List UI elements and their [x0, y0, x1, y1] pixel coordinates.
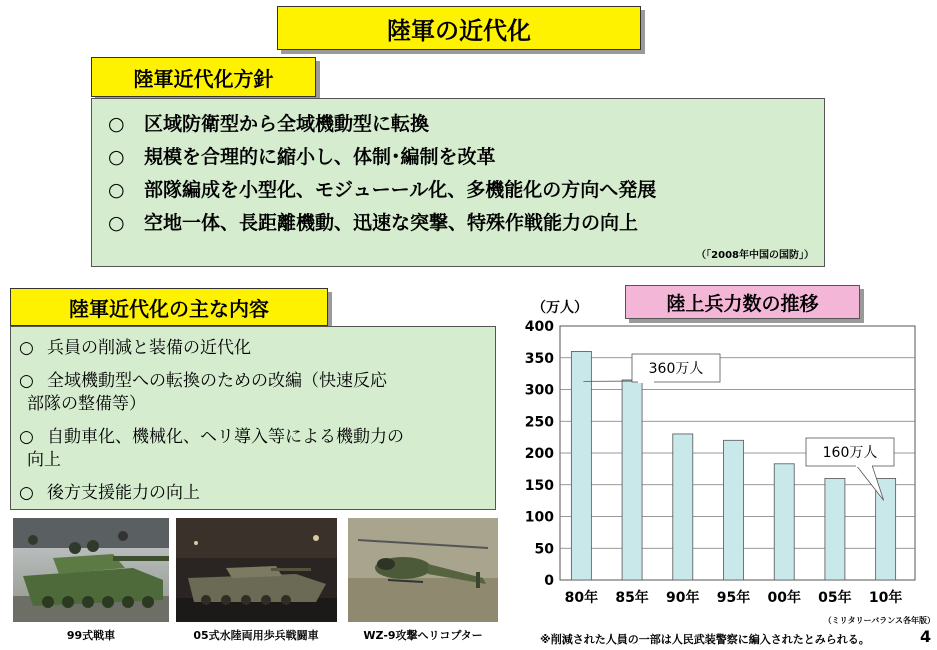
policy-item	[108, 142, 496, 169]
content-item-text: 兵員の削減と装備の近代化	[47, 338, 251, 358]
y-tick-label: 300	[524, 382, 554, 399]
bullet-icon: ○	[108, 179, 125, 201]
content-item	[19, 426, 404, 472]
page-number: 4	[920, 627, 932, 646]
bar	[622, 380, 642, 580]
callout-label: 160万人	[822, 445, 878, 461]
content-item	[19, 370, 387, 416]
chart-source: （ミリタリーバランス各年版）	[823, 616, 935, 625]
bullet-icon: ○	[19, 338, 34, 358]
policy-item-text: 規模を合理的に縮小し、体制･編制を改革	[144, 146, 496, 168]
page-title	[277, 6, 641, 50]
policy-item	[108, 109, 429, 136]
x-tick-label: 85年	[615, 590, 649, 606]
content-item-text: 自動車化、機械化、ヘリ導入等による機動力の	[47, 427, 404, 447]
content-item-text: 全域機動型への転換のための改編（快速反応	[47, 371, 387, 391]
bar	[673, 434, 693, 580]
contents-box	[10, 326, 496, 510]
bar	[774, 464, 794, 580]
bullet-icon: ○	[108, 113, 125, 135]
x-tick-label: 00年	[767, 590, 801, 606]
chart-title-text: 陸上兵力数の推移	[666, 292, 819, 315]
x-tick-label: 95年	[716, 590, 751, 606]
policy-heading-text: 陸軍近代化方針	[133, 66, 274, 91]
policy-source: （｢2008年中国の国防｣）	[696, 250, 814, 261]
y-tick-label: 0	[544, 573, 554, 589]
chart-y-axis-label: （万人）	[532, 300, 588, 316]
amphibious-vehicle-photo	[176, 518, 337, 622]
attack-helicopter-photo	[348, 518, 498, 622]
policy-item-text: 部隊編成を小型化、モジューール化、多機能化の方向へ発展	[144, 179, 657, 201]
callout-label: 360万人	[648, 361, 704, 377]
contents-heading	[10, 288, 328, 326]
y-tick-label: 250	[524, 414, 554, 431]
y-tick-label: 50	[534, 541, 554, 558]
content-item	[19, 337, 251, 360]
tank-photo	[13, 518, 169, 622]
y-tick-label: 350	[524, 350, 554, 367]
policy-item	[108, 208, 638, 235]
content-item-continuation: 向上	[27, 450, 61, 470]
bullet-icon: ○	[19, 427, 34, 447]
y-tick-label: 400	[524, 319, 554, 335]
chart-x-ticks	[565, 589, 903, 606]
y-tick-label: 200	[524, 446, 554, 462]
bar	[571, 351, 591, 580]
policy-heading	[91, 57, 316, 97]
x-tick-label: 90年	[666, 590, 700, 606]
policy-box	[91, 98, 825, 267]
footnote: ※削減された人員の一部は人民武装警察に編入されたとみられる。	[540, 633, 870, 646]
bullet-icon: ○	[108, 212, 125, 234]
policy-item-text: 区域防衛型から全域機動型に転換	[144, 113, 430, 135]
bar	[825, 478, 845, 580]
content-item	[19, 482, 200, 505]
y-tick-label: 150	[524, 477, 554, 494]
photo-caption: WZ-9攻撃ヘリコプター	[363, 629, 483, 642]
content-item-continuation: 部隊の整備等）	[27, 394, 146, 414]
page-title-text: 陸軍の近代化	[387, 16, 531, 45]
photo-caption: 99式戦車	[66, 629, 116, 642]
x-tick-label: 80年	[564, 590, 599, 606]
content-item-text: 後方支援能力の向上	[47, 483, 200, 503]
contents-heading-text: 陸軍近代化の主な内容	[69, 296, 269, 321]
x-tick-label: 10年	[868, 590, 903, 606]
policy-item	[108, 175, 656, 202]
bullet-icon: ○	[108, 146, 125, 168]
photo-caption: 05式水陸両用歩兵戦闘車	[193, 629, 319, 642]
y-tick-label: 100	[524, 509, 554, 526]
policy-item-text: 空地一体、長距離機動、迅速な突撃、特殊作戦能力の向上	[144, 212, 639, 234]
troop-strength-chart	[510, 290, 937, 630]
x-tick-label: 05年	[818, 590, 852, 606]
bar	[724, 440, 744, 580]
bullet-icon: ○	[19, 483, 34, 503]
chart-y-ticks	[525, 319, 554, 589]
bullet-icon: ○	[19, 371, 34, 391]
